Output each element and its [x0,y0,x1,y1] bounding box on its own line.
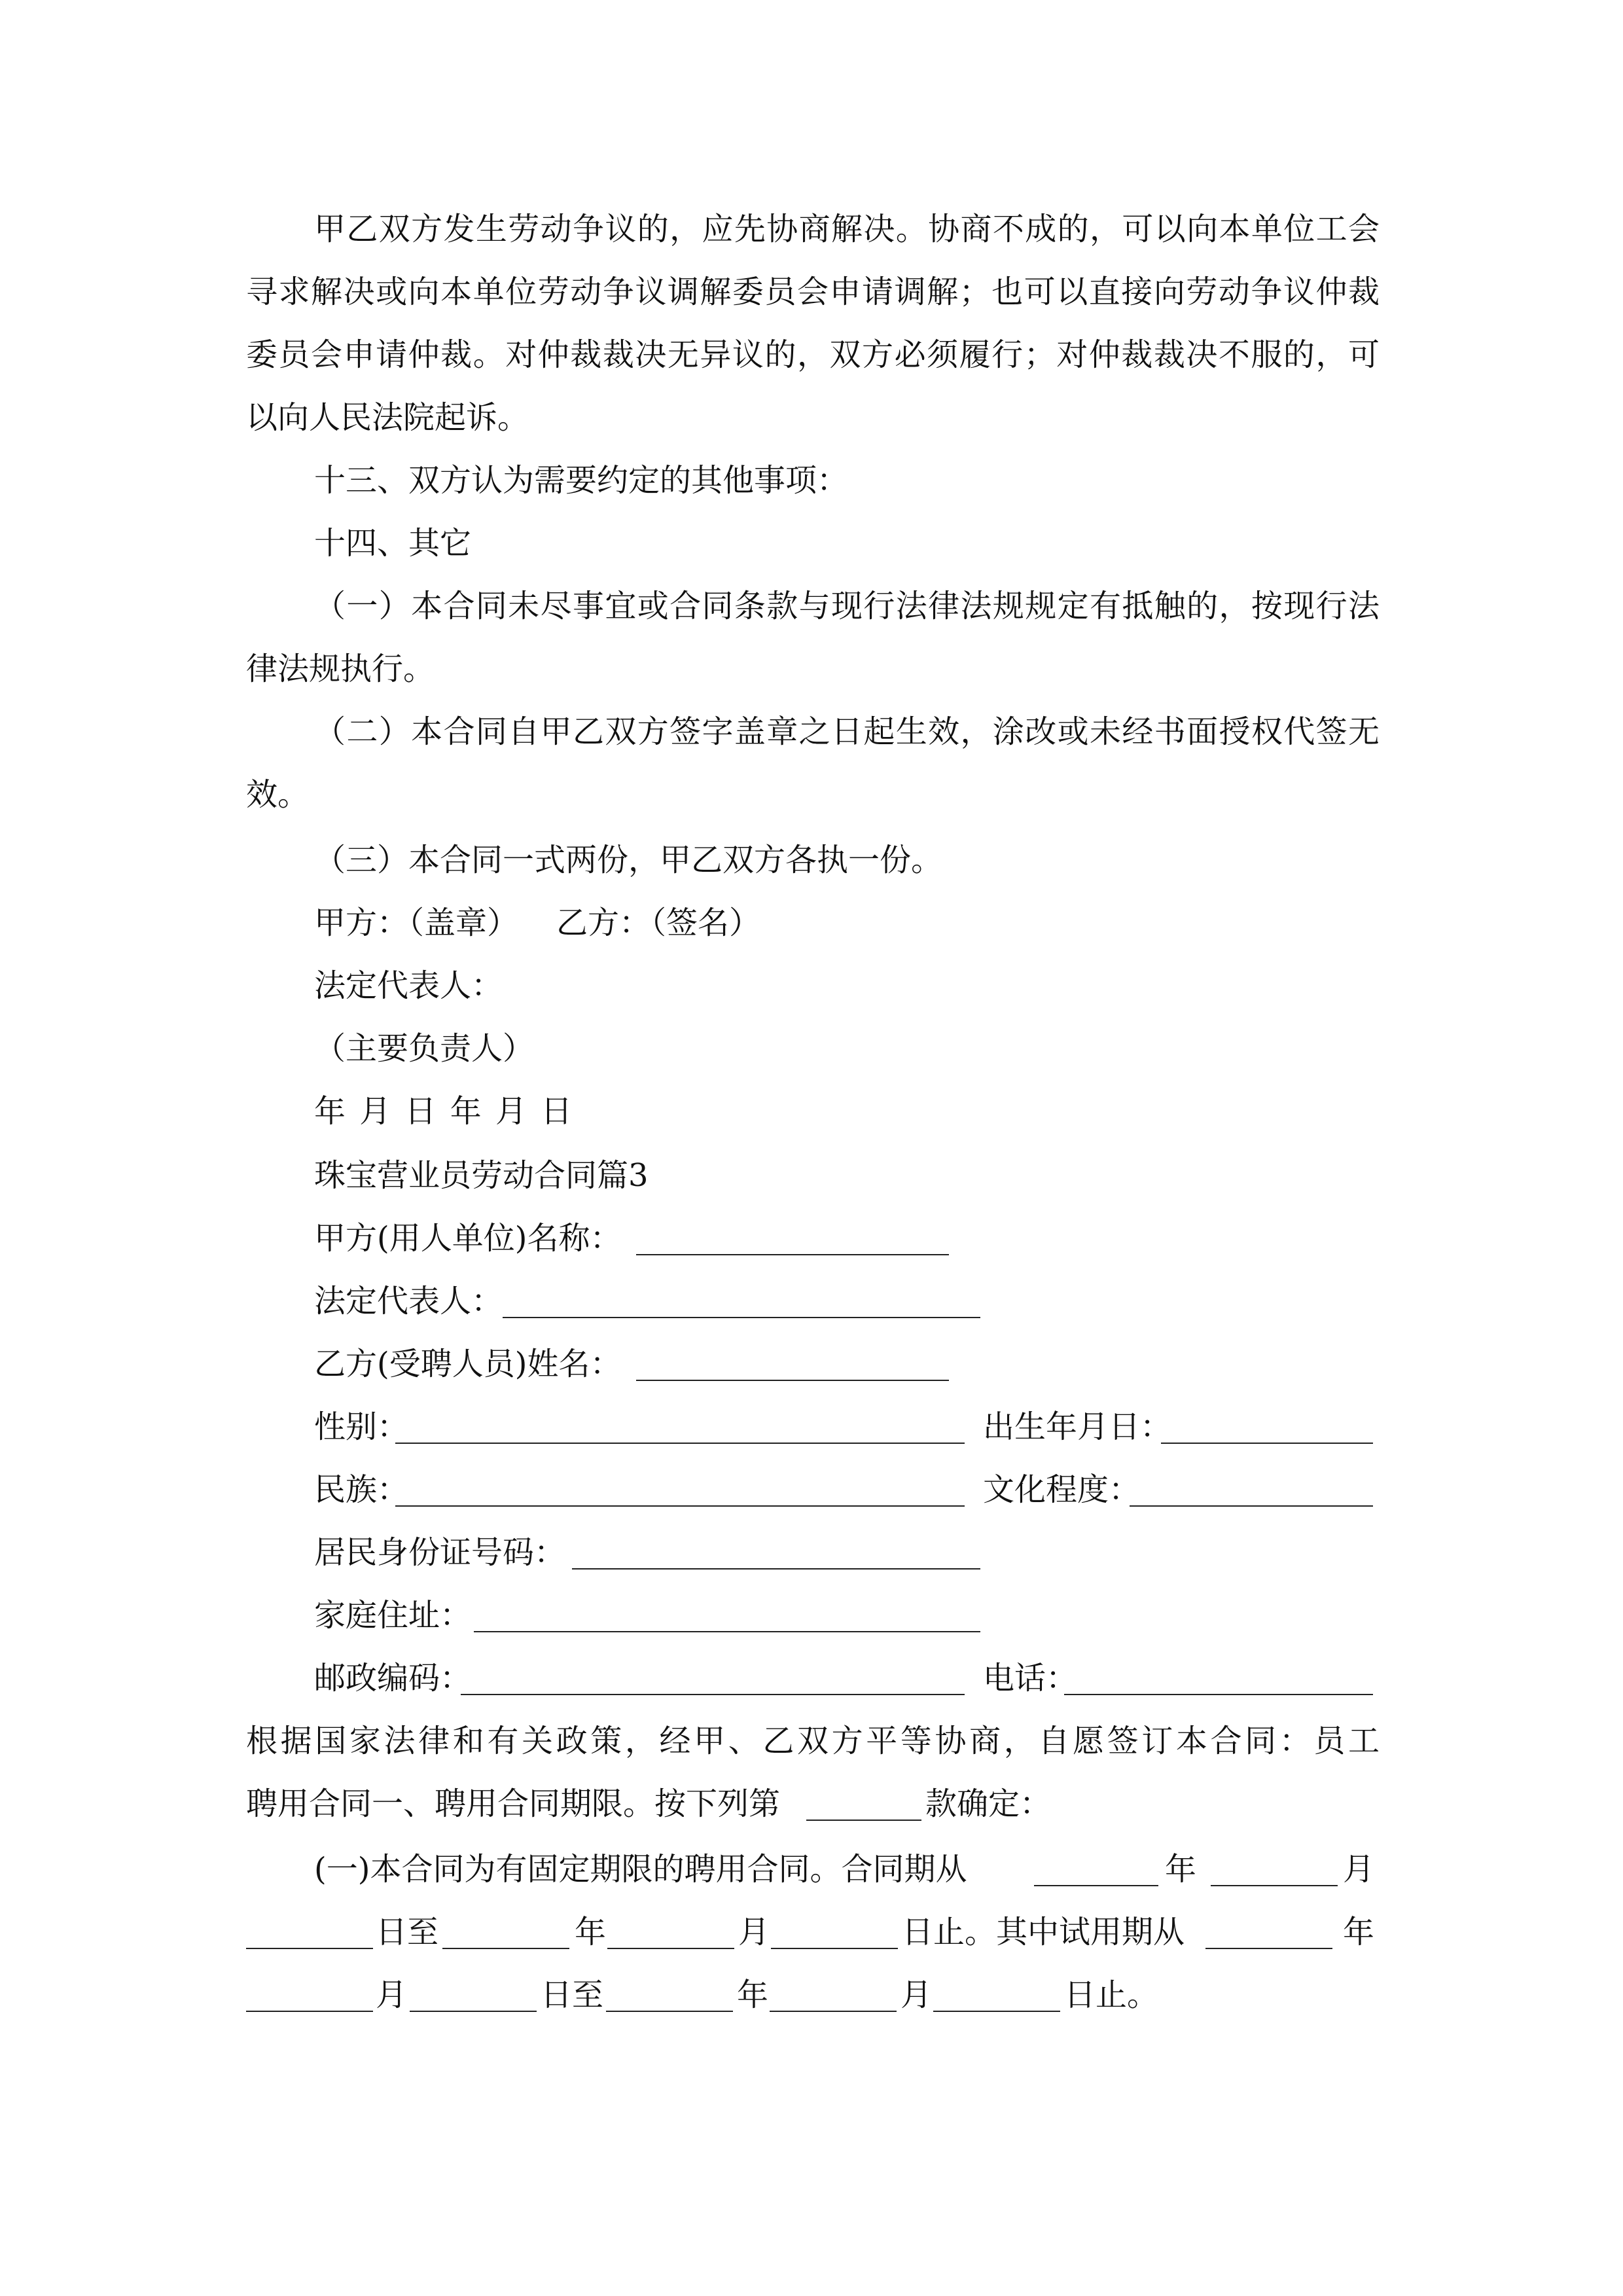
clause-line: （二）本合同自甲乙双方签字盖章之日起生效，涂改或未经书面授权代签无 [314,713,1380,750]
gender-blank[interactable] [395,1443,965,1444]
gender-label: 性别： [314,1408,409,1445]
probation-end-year-blank[interactable] [606,2011,733,2012]
end-month-blank[interactable] [607,1948,734,1949]
probation-day-blank[interactable] [410,2011,537,2012]
section-title: 珠宝营业员劳动合同篇3 [314,1157,649,1194]
date-line: 年 月 日 年 月 日 [314,1093,573,1130]
employer-name-blank[interactable] [636,1254,949,1255]
end-year-blank[interactable] [442,1948,569,1949]
paragraph-line: 委员会申请仲裁。对仲裁裁决无异议的，双方必须履行；对仲裁裁决不服的，可 [246,336,1380,373]
clause-3: （三）本合同一式两份，甲乙双方各执一份。 [314,842,943,878]
phone-label: 电话： [983,1660,1078,1696]
start-month-blank[interactable] [1211,1885,1338,1886]
item-13: 十三、双方认为需要约定的其他事项： [314,462,849,499]
term-line-start: (一)本合同为有固定期限的聘用合同。合同期从 [314,1851,967,1888]
address-blank[interactable] [474,1631,980,1632]
party-a-seal: 甲方：（盖章） [314,905,519,941]
main-person-label: （主要负责人） [314,1030,535,1067]
employee-name-blank[interactable] [636,1380,949,1381]
year-label: 年 [1165,1851,1197,1888]
probation-label: 日止。其中试用期从 [902,1914,1185,1950]
probation-end-day-blank[interactable] [933,2011,1060,2012]
id-number-blank[interactable] [572,1568,980,1570]
end-day-blank[interactable] [771,1948,898,1949]
education-blank[interactable] [1130,1505,1373,1507]
day-end-label: 日止。 [1064,1977,1159,2013]
year-label: 年 [737,1977,769,2013]
year-label: 年 [1343,1914,1375,1950]
intro-line-end: 款确定： [925,1785,1052,1822]
birth-label: 出生年月日： [983,1408,1172,1445]
day-to-label: 日至 [376,1914,439,1950]
id-number-label: 居民身份证号码： [314,1534,566,1571]
clause-line: 律法规执行。 [246,651,435,687]
phone-blank[interactable] [1064,1694,1373,1695]
paragraph-line: 甲乙双方发生劳动争议的，应先协商解决。协商不成的，可以向本单位工会 [314,211,1380,247]
item-14: 十四、其它 [314,525,472,562]
clause-number-blank[interactable] [806,1820,921,1821]
legal-rep-blank[interactable] [503,1317,980,1318]
paragraph-line: 以向人民法院起诉。 [246,399,529,436]
probation-year-blank[interactable] [1205,1948,1332,1949]
education-label: 文化程度： [983,1471,1141,1508]
paragraph-line: 寻求解决或向本单位劳动争议调解委员会申请调解；也可以直接向劳动争议仲裁 [246,274,1380,310]
postcode-blank[interactable] [461,1694,965,1695]
probation-end-month-blank[interactable] [770,2011,897,2012]
address-label: 家庭住址： [314,1597,472,1634]
legal-rep-label: 法定代表人： [314,1283,503,1319]
employer-name-label: 甲方(用人单位)名称： [314,1220,622,1257]
postcode-label: 邮政编码： [314,1660,472,1696]
party-b-sign: 乙方：（签名） [556,905,761,941]
intro-line: 根据国家法律和有关政策，经甲、乙双方平等协商，自愿签订本合同：员工 [246,1723,1380,1759]
month-label: 月 [1343,1851,1375,1888]
clause-line: 效。 [246,776,310,813]
ethnicity-blank[interactable] [395,1505,965,1507]
start-day-blank[interactable] [246,1948,373,1949]
clause-line: （一）本合同未尽事宜或合同条款与现行法律法规规定有抵触的，按现行法 [314,588,1380,624]
probation-month-blank[interactable] [246,2011,373,2012]
start-year-blank[interactable] [1034,1885,1158,1886]
month-label: 月 [376,1977,408,2013]
year-label: 年 [575,1914,607,1950]
day-to-label: 日至 [541,1977,604,2013]
employee-name-label: 乙方(受聘人员)姓名： [314,1346,622,1382]
month-label: 月 [738,1914,770,1950]
legal-representative-label: 法定代表人： [314,967,503,1004]
intro-line: 聘用合同一、聘用合同期限。按下列第 [246,1785,781,1822]
ethnicity-label: 民族： [314,1471,409,1508]
birth-blank[interactable] [1161,1443,1373,1444]
month-label: 月 [901,1977,933,2013]
